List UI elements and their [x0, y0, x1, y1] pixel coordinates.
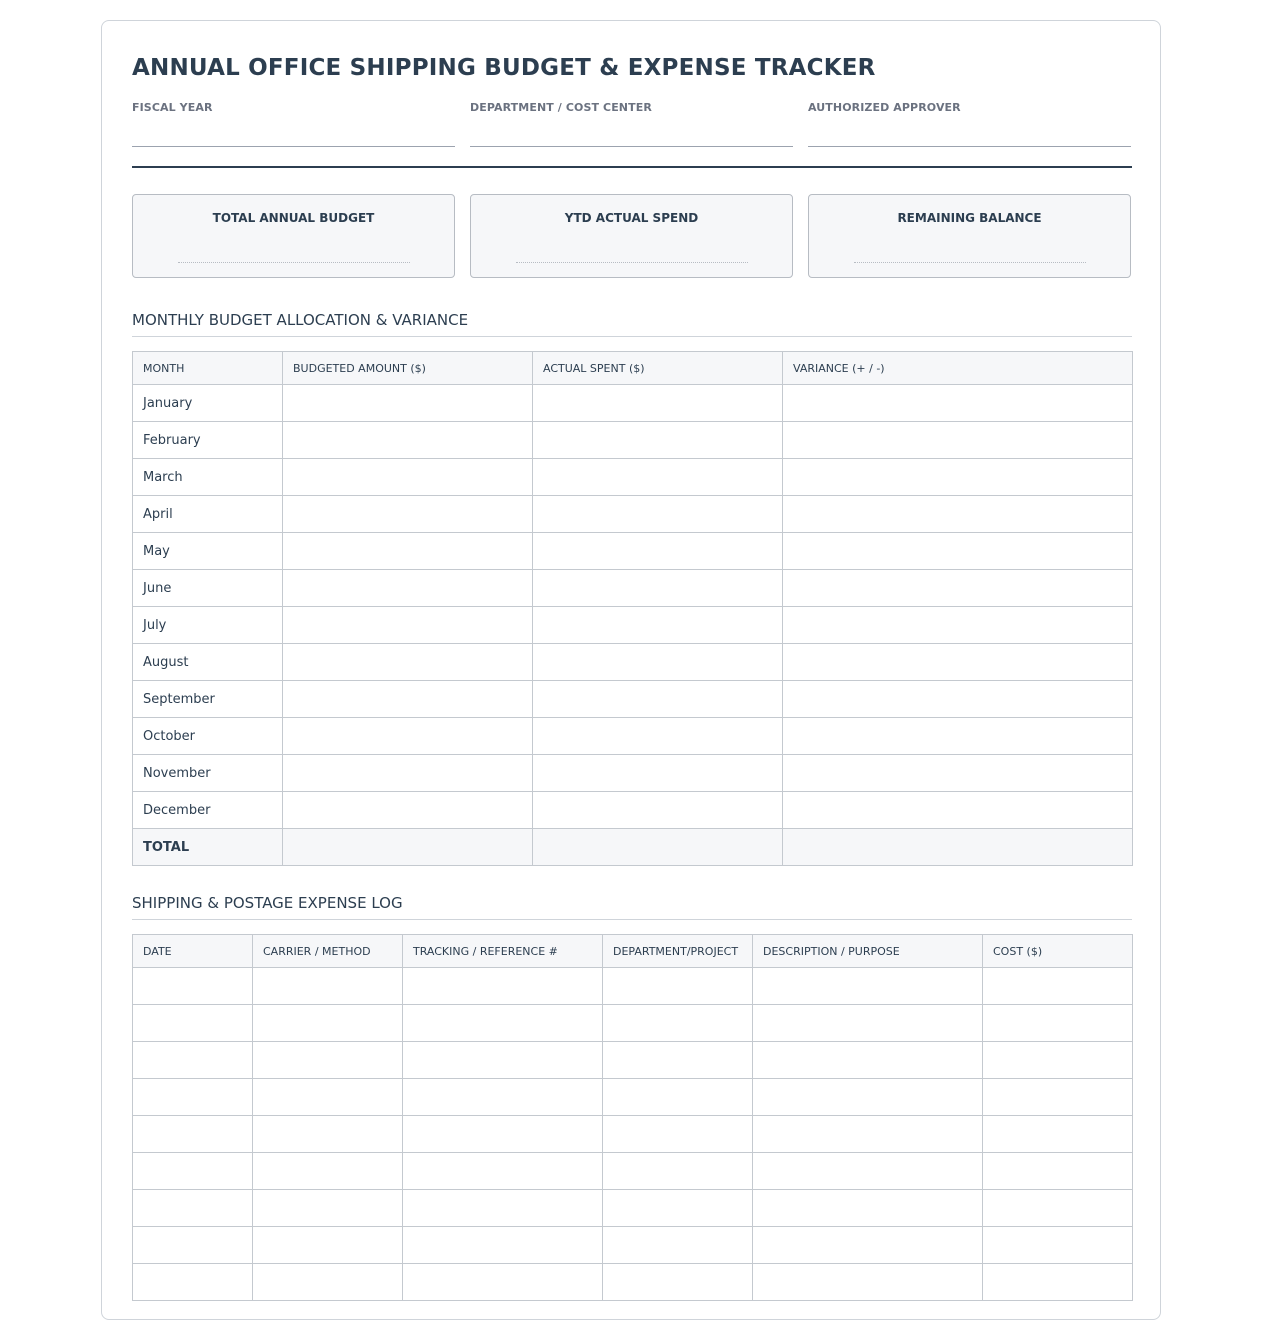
log-section-title: SHIPPING & POSTAGE EXPENSE LOG [132, 894, 1132, 920]
month-cell: September [133, 681, 283, 718]
log-entry-cell[interactable] [753, 1190, 983, 1227]
log-row [133, 1153, 1133, 1190]
column-header-tracking-reference: TRACKING / REFERENCE # [403, 935, 603, 968]
expense-log-table [132, 934, 1133, 1301]
log-entry-cell[interactable] [253, 1005, 403, 1042]
total-cell[interactable] [283, 829, 533, 866]
log-entry-cell[interactable] [603, 1264, 753, 1301]
log-entry-cell[interactable] [133, 1042, 253, 1079]
entry-cell[interactable] [783, 385, 1133, 422]
monthly-table-body [133, 385, 1133, 866]
expense-log-body [133, 968, 1133, 1301]
log-entry-cell[interactable] [983, 1227, 1133, 1264]
ytd-actual-spend-box[interactable] [470, 194, 793, 278]
entry-cell[interactable] [283, 644, 533, 681]
log-entry-cell[interactable] [753, 1153, 983, 1190]
entry-cell[interactable] [283, 607, 533, 644]
month-cell: April [133, 496, 283, 533]
log-entry-cell[interactable] [133, 968, 253, 1005]
table-row [133, 385, 1133, 422]
entry-cell[interactable] [533, 459, 783, 496]
log-entry-cell[interactable] [603, 1153, 753, 1190]
fiscal-year-field[interactable] [132, 101, 455, 114]
monthly-budget-table [132, 351, 1133, 866]
log-entry-cell[interactable] [253, 1079, 403, 1116]
month-cell: May [133, 533, 283, 570]
column-header-month: MONTH [133, 352, 283, 385]
entry-cell[interactable] [783, 644, 1133, 681]
column-header-cost: COST ($) [983, 935, 1133, 968]
table-row [133, 496, 1133, 533]
entry-cell[interactable] [533, 792, 783, 829]
log-entry-cell[interactable] [603, 1005, 753, 1042]
entry-cell[interactable] [783, 607, 1133, 644]
log-entry-cell[interactable] [753, 1005, 983, 1042]
column-header-variance: VARIANCE (+ / -) [783, 352, 1133, 385]
log-entry-cell[interactable] [403, 1227, 603, 1264]
remaining-balance-box[interactable] [808, 194, 1131, 278]
log-entry-cell[interactable] [253, 968, 403, 1005]
entry-cell[interactable] [283, 755, 533, 792]
entry-cell[interactable] [533, 755, 783, 792]
log-entry-cell[interactable] [133, 1153, 253, 1190]
log-entry-cell[interactable] [403, 1153, 603, 1190]
table-row [133, 681, 1133, 718]
tracker-page [101, 20, 1161, 1320]
log-entry-cell[interactable] [403, 1042, 603, 1079]
remaining-balance-line[interactable] [854, 262, 1086, 263]
ytd-actual-spend-label: YTD ACTUAL SPEND [564, 211, 699, 225]
log-entry-cell[interactable] [603, 1116, 753, 1153]
department-cost-center-field[interactable] [470, 101, 793, 114]
log-entry-cell[interactable] [253, 1264, 403, 1301]
log-entry-cell[interactable] [753, 1264, 983, 1301]
column-header-carrier-method: CARRIER / METHOD [253, 935, 403, 968]
log-entry-cell[interactable] [983, 1190, 1133, 1227]
log-entry-cell[interactable] [753, 1042, 983, 1079]
log-header-row [133, 935, 1133, 968]
log-entry-cell[interactable] [133, 1227, 253, 1264]
log-entry-cell[interactable] [133, 1190, 253, 1227]
entry-cell[interactable] [533, 496, 783, 533]
entry-cell[interactable] [783, 718, 1133, 755]
log-entry-cell[interactable] [603, 1190, 753, 1227]
entry-cell[interactable] [283, 533, 533, 570]
total-annual-budget-line[interactable] [178, 262, 410, 263]
authorized-approver-input-line[interactable] [808, 145, 1131, 147]
log-entry-cell[interactable] [133, 1005, 253, 1042]
fiscal-year-label: FISCAL YEAR [132, 101, 213, 114]
entry-cell[interactable] [783, 681, 1133, 718]
column-header-department-project: DEPARTMENT/PROJECT [603, 935, 753, 968]
log-entry-cell[interactable] [603, 1227, 753, 1264]
log-entry-cell[interactable] [403, 1116, 603, 1153]
log-entry-cell[interactable] [133, 1116, 253, 1153]
log-row [133, 1079, 1133, 1116]
remaining-balance-label: REMAINING BALANCE [897, 211, 1042, 225]
entry-cell[interactable] [783, 533, 1133, 570]
log-entry-cell[interactable] [753, 1227, 983, 1264]
month-cell: August [133, 644, 283, 681]
month-cell: January [133, 385, 283, 422]
log-entry-cell[interactable] [253, 1190, 403, 1227]
log-entry-cell[interactable] [603, 968, 753, 1005]
month-cell: February [133, 422, 283, 459]
log-entry-cell[interactable] [253, 1153, 403, 1190]
entry-cell[interactable] [783, 792, 1133, 829]
log-entry-cell[interactable] [983, 1042, 1133, 1079]
entry-cell[interactable] [533, 607, 783, 644]
month-cell: March [133, 459, 283, 496]
log-entry-cell[interactable] [133, 1264, 253, 1301]
table-row [133, 422, 1133, 459]
log-entry-cell[interactable] [403, 1264, 603, 1301]
table-row [133, 644, 1133, 681]
entry-cell[interactable] [283, 496, 533, 533]
log-entry-cell[interactable] [983, 1079, 1133, 1116]
log-row [133, 1190, 1133, 1227]
log-entry-cell[interactable] [403, 1005, 603, 1042]
log-entry-cell[interactable] [753, 1116, 983, 1153]
month-cell: October [133, 718, 283, 755]
log-entry-cell[interactable] [403, 1190, 603, 1227]
log-row [133, 1116, 1133, 1153]
table-row [133, 533, 1133, 570]
column-header-description-purpose: DESCRIPTION / PURPOSE [753, 935, 983, 968]
log-entry-cell[interactable] [983, 968, 1133, 1005]
total-annual-budget-box[interactable] [132, 194, 455, 278]
log-row [133, 1042, 1133, 1079]
total-annual-budget-label: TOTAL ANNUAL BUDGET [212, 211, 375, 225]
page-title: ANNUAL OFFICE SHIPPING BUDGET & EXPENSE TRACKER [132, 55, 876, 81]
entry-cell[interactable] [783, 570, 1133, 607]
entry-cell[interactable] [533, 385, 783, 422]
log-row [133, 1264, 1133, 1301]
log-entry-cell[interactable] [253, 1116, 403, 1153]
month-cell: December [133, 792, 283, 829]
total-row [133, 829, 1133, 866]
authorized-approver-field[interactable] [808, 101, 1131, 114]
entry-cell[interactable] [283, 422, 533, 459]
log-entry-cell[interactable] [753, 968, 983, 1005]
log-entry-cell[interactable] [983, 1153, 1133, 1190]
entry-cell[interactable] [283, 459, 533, 496]
table-row [133, 459, 1133, 496]
department-cost-center-label: DEPARTMENT / COST CENTER [470, 101, 652, 114]
month-cell: July [133, 607, 283, 644]
column-header-budgeted-amount: BUDGETED AMOUNT ($) [283, 352, 533, 385]
log-entry-cell[interactable] [403, 968, 603, 1005]
log-entry-cell[interactable] [403, 1079, 603, 1116]
table-row [133, 718, 1133, 755]
authorized-approver-label: AUTHORIZED APPROVER [808, 101, 961, 114]
column-header-actual-spent: ACTUAL SPENT ($) [533, 352, 783, 385]
entry-cell[interactable] [533, 422, 783, 459]
entry-cell[interactable] [283, 792, 533, 829]
entry-cell[interactable] [783, 459, 1133, 496]
log-entry-cell[interactable] [753, 1079, 983, 1116]
entry-cell[interactable] [783, 422, 1133, 459]
table-row [133, 792, 1133, 829]
monthly-section-title: MONTHLY BUDGET ALLOCATION & VARIANCE [132, 311, 1132, 337]
header-divider [132, 166, 1132, 168]
entry-cell[interactable] [283, 385, 533, 422]
log-entry-cell[interactable] [983, 1264, 1133, 1301]
log-entry-cell[interactable] [983, 1005, 1133, 1042]
table-row [133, 755, 1133, 792]
entry-cell[interactable] [783, 755, 1133, 792]
total-cell[interactable] [533, 829, 783, 866]
entry-cell[interactable] [283, 718, 533, 755]
entry-cell[interactable] [283, 681, 533, 718]
log-entry-cell[interactable] [133, 1079, 253, 1116]
column-header-date: DATE [133, 935, 253, 968]
entry-cell[interactable] [533, 533, 783, 570]
entry-cell[interactable] [783, 496, 1133, 533]
entry-cell[interactable] [533, 681, 783, 718]
monthly-header-row [133, 352, 1133, 385]
log-entry-cell[interactable] [983, 1116, 1133, 1153]
table-row [133, 570, 1133, 607]
log-entry-cell[interactable] [253, 1042, 403, 1079]
table-row [133, 607, 1133, 644]
entry-cell[interactable] [533, 718, 783, 755]
log-row [133, 1005, 1133, 1042]
entry-cell[interactable] [533, 644, 783, 681]
log-entry-cell[interactable] [603, 1079, 753, 1116]
month-cell: November [133, 755, 283, 792]
log-row [133, 968, 1133, 1005]
entry-cell[interactable] [283, 570, 533, 607]
total-label-cell: TOTAL [133, 829, 283, 866]
total-cell[interactable] [783, 829, 1133, 866]
entry-cell[interactable] [533, 570, 783, 607]
log-entry-cell[interactable] [253, 1227, 403, 1264]
ytd-actual-spend-line[interactable] [516, 262, 748, 263]
log-entry-cell[interactable] [603, 1042, 753, 1079]
log-row [133, 1227, 1133, 1264]
month-cell: June [133, 570, 283, 607]
fiscal-year-input-line[interactable] [132, 145, 455, 147]
department-cost-center-input-line[interactable] [470, 145, 793, 147]
